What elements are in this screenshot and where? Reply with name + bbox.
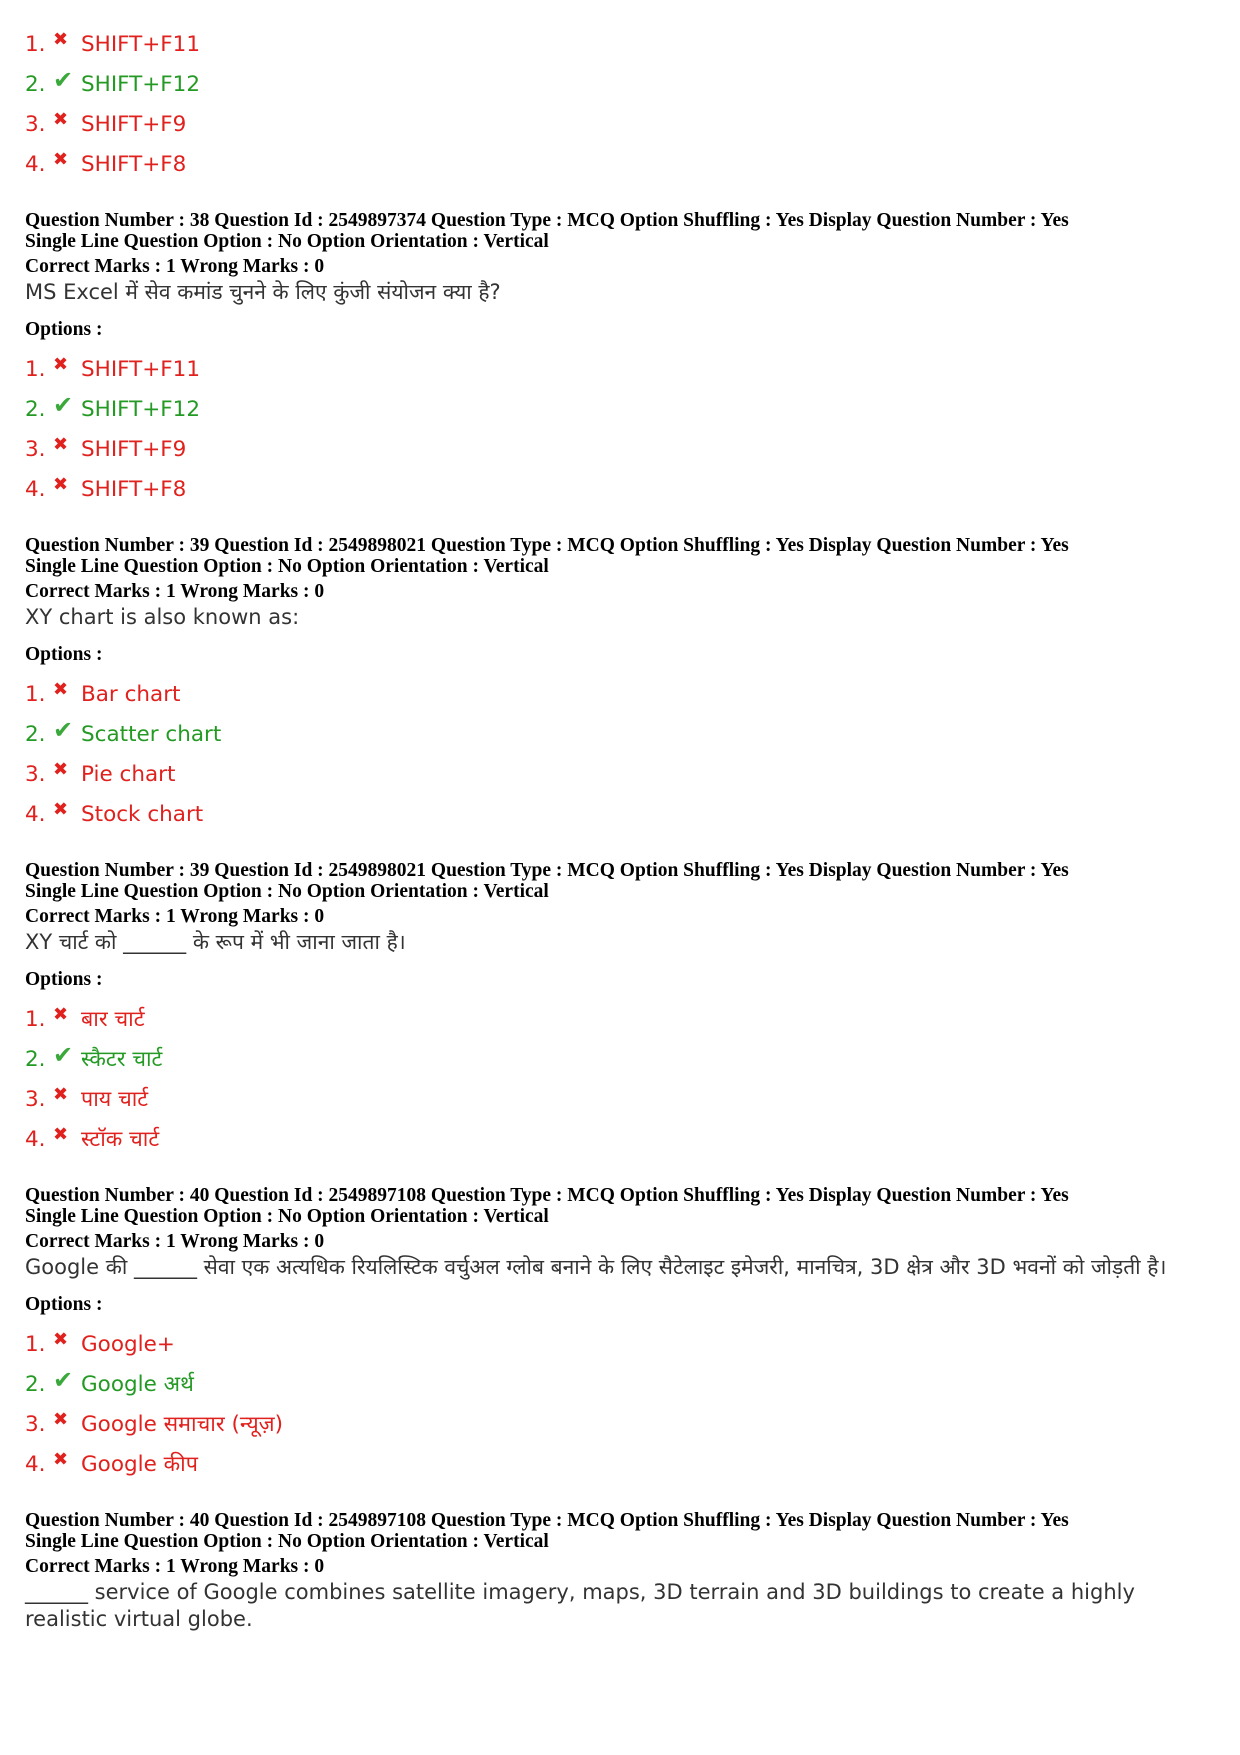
option-number: 3. xyxy=(25,437,46,462)
option-number: 3. xyxy=(25,112,46,137)
option-number: 1. xyxy=(25,1332,46,1357)
question-options-meta: Single Line Question Option : No Option Orientation : Vertical xyxy=(25,881,549,902)
question-marks: Correct Marks : 1 Wrong Marks : 0 xyxy=(25,1231,325,1252)
option-row xyxy=(25,60,1225,100)
check-icon: ✔ xyxy=(53,1366,74,1394)
check-icon: ✔ xyxy=(53,716,74,744)
question-options-meta: Single Line Question Option : No Option Orientation : Vertical xyxy=(25,231,549,252)
option-number: 2. xyxy=(25,1047,46,1072)
option-row xyxy=(25,710,1225,750)
options-label: Options : xyxy=(25,969,103,990)
option-number: 1. xyxy=(25,32,46,57)
cross-icon: ✖ xyxy=(53,29,69,50)
cross-icon: ✖ xyxy=(53,1084,69,1105)
option-text: Bar chart xyxy=(81,682,181,707)
question-text: ______ service of Google combines satellite imagery, maps, 3D terrain and 3D buildings to create a highly realistic virtual globe. xyxy=(25,1580,1135,1631)
options-label: Options : xyxy=(25,1294,103,1315)
option-text: Pie chart xyxy=(81,762,176,787)
option-text: SHIFT+F9 xyxy=(81,437,187,462)
option-number: 4. xyxy=(25,1452,46,1477)
cross-icon: ✖ xyxy=(53,474,69,495)
question-block xyxy=(25,860,1225,1155)
option-text: SHIFT+F11 xyxy=(81,357,201,382)
option-number: 3. xyxy=(25,762,46,787)
option-row xyxy=(25,1075,1225,1115)
option-text: स्टॉक चार्ट xyxy=(81,1127,160,1152)
option-text: Google कीप xyxy=(81,1452,198,1477)
question-meta: Question Number : 40 Question Id : 2549897108 Question Type : MCQ Option Shuffling : Yes Display Question Number : Yes xyxy=(25,1510,1069,1531)
option-number: 2. xyxy=(25,397,46,422)
option-number: 2. xyxy=(25,1372,46,1397)
question-marks: Correct Marks : 1 Wrong Marks : 0 xyxy=(25,581,325,602)
question-options-meta: Single Line Question Option : No Option Orientation : Vertical xyxy=(25,1206,549,1227)
option-text: पाय चार्ट xyxy=(81,1087,149,1112)
option-number: 4. xyxy=(25,477,46,502)
cross-icon: ✖ xyxy=(53,1004,69,1025)
options-label: Options : xyxy=(25,319,103,340)
options-label: Options : xyxy=(25,644,103,665)
option-row xyxy=(25,100,1225,140)
option-row xyxy=(25,345,1225,385)
options-list xyxy=(25,20,1225,180)
option-number: 3. xyxy=(25,1087,46,1112)
question-marks: Correct Marks : 1 Wrong Marks : 0 xyxy=(25,256,325,277)
question-marks: Correct Marks : 1 Wrong Marks : 0 xyxy=(25,1556,325,1577)
option-number: 4. xyxy=(25,802,46,827)
question-text: XY चार्ट को ______ के रूप में भी जाना जाता है। xyxy=(25,930,406,954)
option-text: Stock chart xyxy=(81,802,204,827)
option-row xyxy=(25,140,1225,180)
question-text: Google की ______ सेवा एक अत्यधिक रियलिस्टिक वर्चुअल ग्लोब बनाने के लिए सैटेलाइट इमेजरी, मानचित्र, 3D क्षेत्र और 3D भवनों को जोड़ती है। xyxy=(25,1255,1167,1279)
option-text: SHIFT+F11 xyxy=(81,32,201,57)
question-options-meta: Single Line Question Option : No Option Orientation : Vertical xyxy=(25,1531,549,1552)
cross-icon: ✖ xyxy=(53,149,69,170)
question-block xyxy=(25,210,1225,505)
cross-icon: ✖ xyxy=(53,679,69,700)
question-text: XY chart is also known as: xyxy=(25,605,300,629)
question-meta: Question Number : 40 Question Id : 2549897108 Question Type : MCQ Option Shuffling : Yes Display Question Number : Yes xyxy=(25,1185,1069,1206)
cross-icon: ✖ xyxy=(53,434,69,455)
question-options-meta: Single Line Question Option : No Option Orientation : Vertical xyxy=(25,556,549,577)
question-text: MS Excel में सेव कमांड चुनने के लिए कुंजी संयोजन क्या है? xyxy=(25,280,501,304)
option-row xyxy=(25,1115,1225,1155)
cross-icon: ✖ xyxy=(53,1449,69,1470)
question-meta: Question Number : 39 Question Id : 2549898021 Question Type : MCQ Option Shuffling : Yes Display Question Number : Yes xyxy=(25,535,1069,556)
option-row xyxy=(25,1400,1225,1440)
cross-icon: ✖ xyxy=(53,799,69,820)
option-number: 3. xyxy=(25,1412,46,1437)
check-icon: ✔ xyxy=(53,66,74,94)
option-row xyxy=(25,995,1225,1035)
option-row xyxy=(25,465,1225,505)
option-text: SHIFT+F8 xyxy=(81,477,187,502)
option-row xyxy=(25,20,1225,60)
option-row xyxy=(25,1035,1225,1075)
check-icon: ✔ xyxy=(53,1041,74,1069)
option-row xyxy=(25,385,1225,425)
question-block xyxy=(25,1510,1225,1633)
option-row xyxy=(25,1440,1225,1480)
option-text: Scatter chart xyxy=(81,722,222,747)
check-icon: ✔ xyxy=(53,391,74,419)
option-text: Google+ xyxy=(81,1332,175,1357)
option-number: 4. xyxy=(25,152,46,177)
option-number: 4. xyxy=(25,1127,46,1152)
cross-icon: ✖ xyxy=(53,759,69,780)
cross-icon: ✖ xyxy=(53,1329,69,1350)
option-text: SHIFT+F8 xyxy=(81,152,187,177)
option-row xyxy=(25,790,1225,830)
option-text: SHIFT+F12 xyxy=(81,397,201,422)
question-meta: Question Number : 38 Question Id : 2549897374 Question Type : MCQ Option Shuffling : Yes Display Question Number : Yes xyxy=(25,210,1069,231)
option-text: SHIFT+F9 xyxy=(81,112,187,137)
option-number: 1. xyxy=(25,1007,46,1032)
question-marks: Correct Marks : 1 Wrong Marks : 0 xyxy=(25,906,325,927)
cross-icon: ✖ xyxy=(53,109,69,130)
document-page xyxy=(25,20,1225,1633)
option-text: SHIFT+F12 xyxy=(81,72,201,97)
option-row xyxy=(25,425,1225,465)
option-text: Google अर्थ xyxy=(81,1372,194,1397)
cross-icon: ✖ xyxy=(53,354,69,375)
option-number: 1. xyxy=(25,682,46,707)
question-block xyxy=(25,1185,1225,1480)
option-row xyxy=(25,670,1225,710)
cross-icon: ✖ xyxy=(53,1409,69,1430)
option-text: बार चार्ट xyxy=(81,1007,145,1032)
option-number: 2. xyxy=(25,722,46,747)
option-row xyxy=(25,750,1225,790)
option-text: Google समाचार (न्यूज़) xyxy=(81,1412,284,1437)
option-number: 2. xyxy=(25,72,46,97)
option-number: 1. xyxy=(25,357,46,382)
question-block xyxy=(25,535,1225,830)
option-row xyxy=(25,1360,1225,1400)
question-meta: Question Number : 39 Question Id : 2549898021 Question Type : MCQ Option Shuffling : Yes Display Question Number : Yes xyxy=(25,860,1069,881)
option-row xyxy=(25,1320,1225,1360)
option-text: स्कैटर चार्ट xyxy=(81,1047,163,1072)
cross-icon: ✖ xyxy=(53,1124,69,1145)
